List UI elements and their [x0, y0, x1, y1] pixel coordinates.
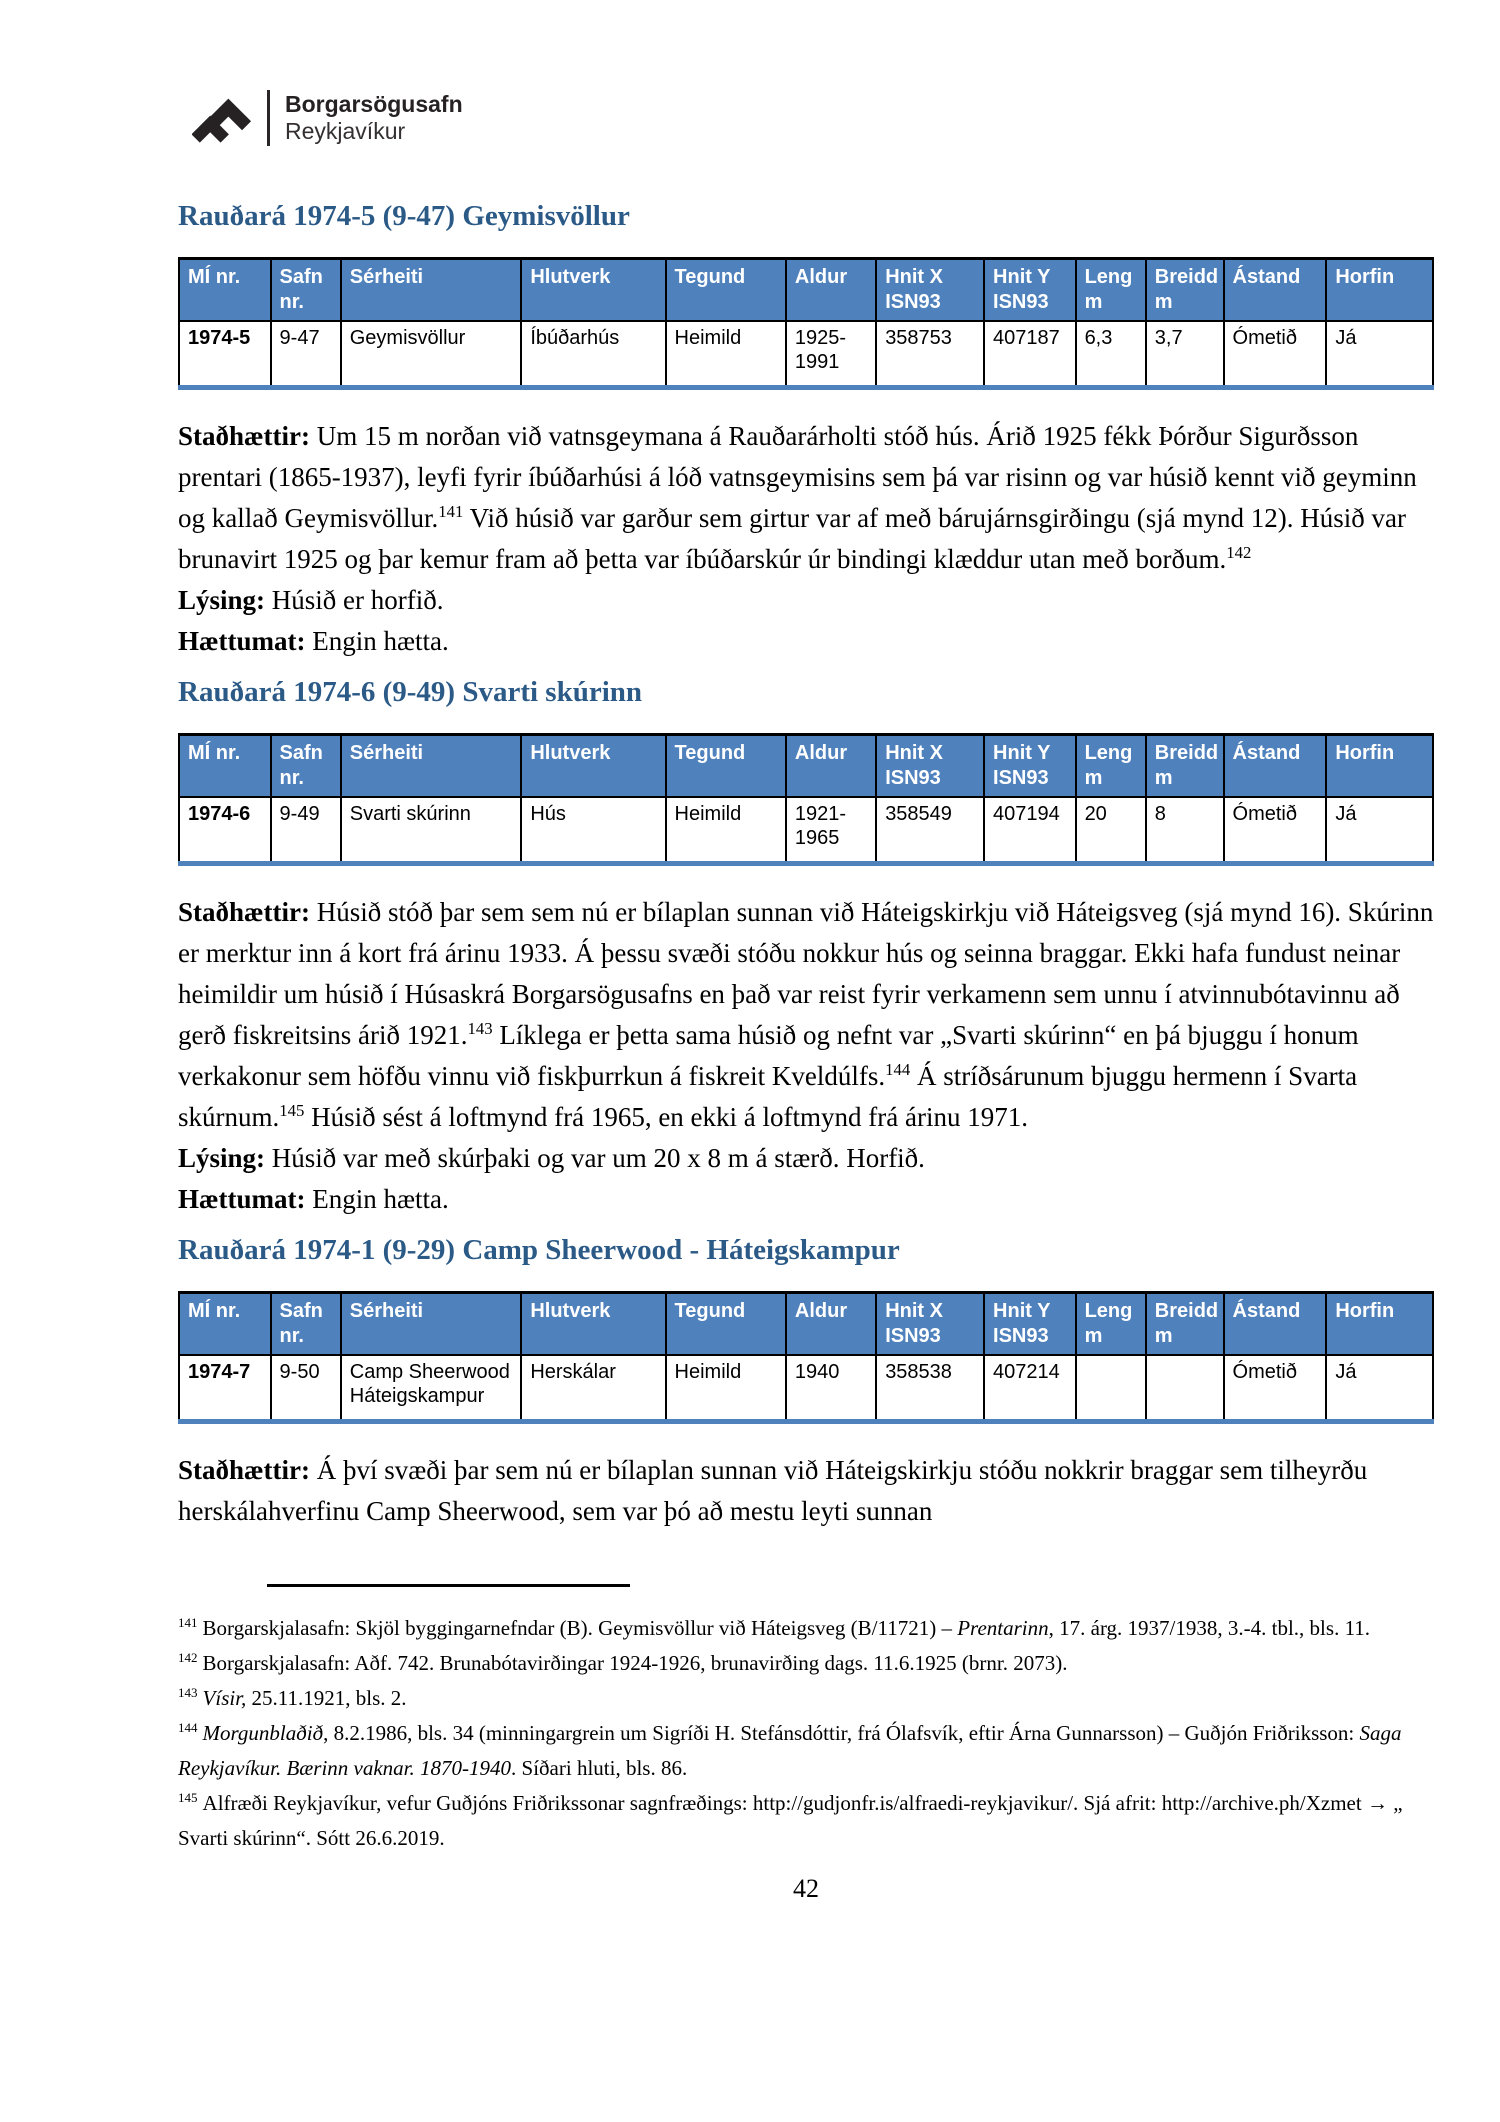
table-header-cell: Sérheiti — [341, 1293, 522, 1356]
footnote — [178, 1681, 1434, 1716]
text-run: Húsið er horfið. — [265, 585, 444, 615]
table-cell: 358549 — [876, 797, 984, 864]
footnote-text — [203, 1651, 1068, 1675]
paragraph-stadhaettir — [178, 1450, 1434, 1532]
table-header-cell: Leng m — [1076, 735, 1146, 798]
table-cell: 1974-5 — [179, 321, 271, 388]
table-cell: 358753 — [876, 321, 984, 388]
text-run: Líklega er þetta sama húsið og nefnt var „Svarti skúrinn“ en þá bjuggu í honum verkakonur sem höfðu vinnu við fiskþurrkun á fiskreit Kveldúlfs. — [178, 1020, 1359, 1091]
table-cell: Já — [1326, 1355, 1433, 1422]
footnote-number: 143 — [178, 1685, 198, 1700]
text-run: Húsið sést á loftmynd frá 1965, en ekki á loftmynd frá árinu 1971. — [304, 1102, 1028, 1132]
table-cell — [1076, 1355, 1146, 1422]
table-cell: 1921-1965 — [786, 797, 876, 864]
table-header-cell: Aldur — [786, 1293, 876, 1356]
footnote-text — [203, 1616, 1371, 1640]
table-cell: Íbúðarhús — [521, 321, 665, 388]
table-header-cell: Breidd m — [1146, 1293, 1224, 1356]
text-run: Um 15 m norðan við vatnsgeymana á Rauðarárholti stóð hús. Árið 1925 fékk Þórður Sigurðsson prentari (1865-1937), leyfi fyrir íbúðarhúsi á lóð vatnsgeymisins sem þá var risinn og var húsið kennt við geyminn og kallað Geymisvöllur. — [178, 421, 1417, 533]
footnote-ref: 145 — [279, 1101, 305, 1120]
table-cell: Heimild — [666, 797, 786, 864]
mountain-chevrons-icon — [192, 91, 252, 146]
text-run: Prentarinn — [957, 1616, 1049, 1640]
logo-org-name: Borgarsögusafn — [285, 91, 463, 117]
logo-divider — [267, 90, 270, 146]
table-header-cell: Horfin — [1326, 259, 1433, 322]
table-header-cell: Hnit Y ISN93 — [984, 259, 1076, 322]
record-section-1974-1 — [178, 1234, 1434, 1532]
section-heading: Rauðará 1974-5 (9-47) Geymisvöllur — [178, 200, 630, 232]
table-header-cell: Breidd m — [1146, 259, 1224, 322]
table-cell: 407187 — [984, 321, 1076, 388]
table-row — [179, 321, 1433, 388]
table-header-cell: Ástand — [1224, 735, 1327, 798]
text-run: Staðhættir: — [178, 1455, 310, 1485]
table-header-cell: Safn nr. — [271, 1293, 341, 1356]
text-run: Saga Reykjavíkur. Bærinn vaknar. 1870-1940 — [178, 1721, 1402, 1780]
table-cell: Camp Sheerwood Háteigskampur — [341, 1355, 522, 1422]
table-header-cell: Aldur — [786, 259, 876, 322]
text-run: Á stríðsárunum bjuggu hermenn í Svarta skúrnum. — [178, 1061, 1358, 1132]
footnotes-area — [178, 1584, 1434, 1856]
text-run: 25.11.1921, bls. 2. — [246, 1686, 407, 1710]
table-header-cell: Safn nr. — [271, 735, 341, 798]
table-header-cell: Ástand — [1224, 1293, 1327, 1356]
text-run: Engin hætta. — [305, 626, 449, 656]
text-run: Staðhættir: — [178, 421, 310, 451]
table-cell — [1146, 1355, 1224, 1422]
table-header-cell: Horfin — [1326, 735, 1433, 798]
record-section-1974-6 — [178, 676, 1434, 1220]
table-header-cell: Hlutverk — [521, 735, 665, 798]
table-header-cell: MÍ nr. — [179, 735, 271, 798]
text-run: Lýsing: — [178, 585, 266, 615]
record-section-1974-5 — [178, 200, 1434, 662]
table-header-cell: Leng m — [1076, 1293, 1146, 1356]
table-row — [179, 1355, 1433, 1422]
table-cell: 9-50 — [271, 1355, 341, 1422]
text-run: Á því svæði þar sem nú er bílaplan sunnan við Háteigskirkju stóðu nokkrir braggar sem tilheyrðu herskálahverfinu Camp Sheerwood, sem var þó að mestu leyti sunnan — [178, 1455, 1368, 1526]
table-header-cell: Horfin — [1326, 1293, 1433, 1356]
footnote-ref: 144 — [885, 1060, 911, 1079]
paragraph-stadhaettir — [178, 892, 1434, 1138]
section-heading: Rauðará 1974-6 (9-49) Svarti skúrinn — [178, 676, 643, 708]
footnote-number: 145 — [178, 1790, 198, 1805]
table-header-cell: Breidd m — [1146, 735, 1224, 798]
text-run: . Síðari hluti, bls. 86. — [511, 1756, 688, 1780]
borgarsogusafn-logo — [192, 86, 1434, 150]
table-header-cell: Hlutverk — [521, 1293, 665, 1356]
table-header-cell: Tegund — [666, 735, 786, 798]
table-header-cell: Ástand — [1224, 259, 1327, 322]
table-cell: Ómetið — [1224, 321, 1327, 388]
table-header-cell: Sérheiti — [341, 735, 522, 798]
table-cell: Hús — [521, 797, 665, 864]
table-cell: Heimild — [666, 1355, 786, 1422]
table-header-cell: Safn nr. — [271, 259, 341, 322]
footnote — [178, 1786, 1434, 1856]
table-cell: 6,3 — [1076, 321, 1146, 388]
record-table-container — [178, 733, 1434, 866]
text-run: Lýsing: — [178, 1143, 266, 1173]
paragraph-lysing — [178, 580, 1434, 621]
table-header-cell: Tegund — [666, 259, 786, 322]
table-cell: 407214 — [984, 1355, 1076, 1422]
logo-city-name: Reykjavíkur — [285, 118, 406, 144]
table-header-cell: MÍ nr. — [179, 1293, 271, 1356]
text-run: , 8.2.1986, bls. 34 (minningargrein um Sigríði H. Stefánsdóttir, frá Ólafsvík, eftir Árna Gunnarsson) – Guðjón Friðriksson: — [323, 1721, 1360, 1745]
table-cell: 9-47 — [271, 321, 341, 388]
table-row — [179, 797, 1433, 864]
paragraph-stadhaettir — [178, 416, 1434, 580]
footnote-text — [203, 1686, 407, 1710]
table-header-cell: Hnit X ISN93 — [876, 1293, 984, 1356]
paragraph-lysing — [178, 1138, 1434, 1179]
table-cell: 1974-7 — [179, 1355, 271, 1422]
footnote-number: 142 — [178, 1650, 198, 1665]
table-cell: Já — [1326, 797, 1433, 864]
text-run: Hættumat: — [178, 1184, 306, 1214]
table-cell: 9-49 — [271, 797, 341, 864]
footnote-number: 144 — [178, 1720, 198, 1735]
paragraph-haettumat — [178, 1179, 1434, 1220]
record-table-container — [178, 257, 1434, 390]
table-cell: Ómetið — [1224, 1355, 1327, 1422]
table-cell: 1974-6 — [179, 797, 271, 864]
text-run: Húsið var með skúrþaki og var um 20 x 8 m á stærð. Horfið. — [265, 1143, 925, 1173]
table-cell: Já — [1326, 321, 1433, 388]
table-header-cell: Hnit Y ISN93 — [984, 1293, 1076, 1356]
footnote-text — [178, 1721, 1402, 1780]
text-run: Staðhættir: — [178, 897, 310, 927]
table-cell: Heimild — [666, 321, 786, 388]
paragraph-haettumat — [178, 621, 1434, 662]
footnote — [178, 1646, 1434, 1681]
footnote-text — [178, 1791, 1403, 1850]
table-header-cell: Hlutverk — [521, 259, 665, 322]
text-run: Borgarskjalasafn: Skjöl byggingarnefndar (B). Geymisvöllur við Háteigsveg (B/11721) – — [202, 1616, 958, 1640]
text-run: Borgarskjalasafn: Aðf. 742. Brunabótavirðingar 1924-1926, brunavirðing dags. 11.6.1925 (brnr. 2073). — [202, 1651, 1068, 1675]
table-cell: Geymisvöllur — [341, 321, 522, 388]
table-cell: Svarti skúrinn — [341, 797, 522, 864]
table-cell: 3,7 — [1146, 321, 1224, 388]
section-heading: Rauðará 1974-1 (9-29) Camp Sheerwood - Háteigskampur — [178, 1234, 900, 1266]
footnote-ref: 141 — [438, 502, 464, 521]
record-table-container — [178, 1291, 1434, 1424]
table-header-cell: MÍ nr. — [179, 259, 271, 322]
text-run: Alfræði Reykjavíkur, vefur Guðjóns Friðrikssonar sagnfræðings: http://gudjonfr.is/alfraedi-reykjavikur/. Sjá afrit: http://archive.ph/Xzmet → „ Svarti skúrinn“. Sótt 26.6.2019. — [178, 1791, 1403, 1850]
table-cell: 407194 — [984, 797, 1076, 864]
table-cell: Herskálar — [521, 1355, 665, 1422]
table-header-cell: Leng m — [1076, 259, 1146, 322]
logo-text — [285, 91, 463, 145]
footnote — [178, 1716, 1434, 1786]
table-header-cell: Sérheiti — [341, 259, 522, 322]
text-run: Morgunblaðið — [202, 1721, 324, 1745]
footnote-ref: 142 — [1226, 543, 1252, 562]
table-header-cell: Aldur — [786, 735, 876, 798]
table-cell: Ómetið — [1224, 797, 1327, 864]
record-table — [178, 733, 1434, 866]
table-header-cell: Tegund — [666, 1293, 786, 1356]
footnote-number: 141 — [178, 1615, 198, 1630]
table-header-cell: Hnit X ISN93 — [876, 259, 984, 322]
record-table — [178, 1291, 1434, 1424]
table-cell: 1925-1991 — [786, 321, 876, 388]
record-table — [178, 257, 1434, 390]
text-run: Hættumat: — [178, 626, 306, 656]
table-header-cell: Hnit X ISN93 — [876, 735, 984, 798]
footnote-ref: 143 — [467, 1019, 493, 1038]
page-number: 42 — [793, 1874, 819, 1903]
text-run: Engin hætta. — [305, 1184, 449, 1214]
footnote — [178, 1611, 1434, 1646]
table-cell: 20 — [1076, 797, 1146, 864]
footnote-separator — [267, 1584, 630, 1587]
text-run: Húsið stóð þar sem sem nú er bílaplan sunnan við Háteigskirkju við Háteigsveg (sjá mynd 16). Skúrinn er merktur inn á kort frá árinu 1933. Á þessu svæði stóðu nokkur hús og seinna braggar. Ekki hafa fundust neinar heimildir um húsið í Húsaskrá Borgarsögusafns en það var reist fyrir verkamenn sem unnu í atvinnubótavinnu að gerð fiskreitsins árið 1921. — [178, 897, 1434, 1050]
text-run: , 17. árg. 1937/1938, 3.-4. tbl., bls. 11. — [1048, 1616, 1371, 1640]
table-cell: 358538 — [876, 1355, 984, 1422]
text-run: Við húsið var garður sem girtur var af með bárujárnsgirðingu (sjá mynd 12). Húsið var brunavirt 1925 og þar kemur fram að þetta var íbúðarskúr úr bindingi klæddur utan með borðum. — [178, 503, 1406, 574]
table-header-cell: Hnit Y ISN93 — [984, 735, 1076, 798]
table-cell: 1940 — [786, 1355, 876, 1422]
text-run: Vísir, — [202, 1686, 247, 1710]
table-cell: 8 — [1146, 797, 1224, 864]
